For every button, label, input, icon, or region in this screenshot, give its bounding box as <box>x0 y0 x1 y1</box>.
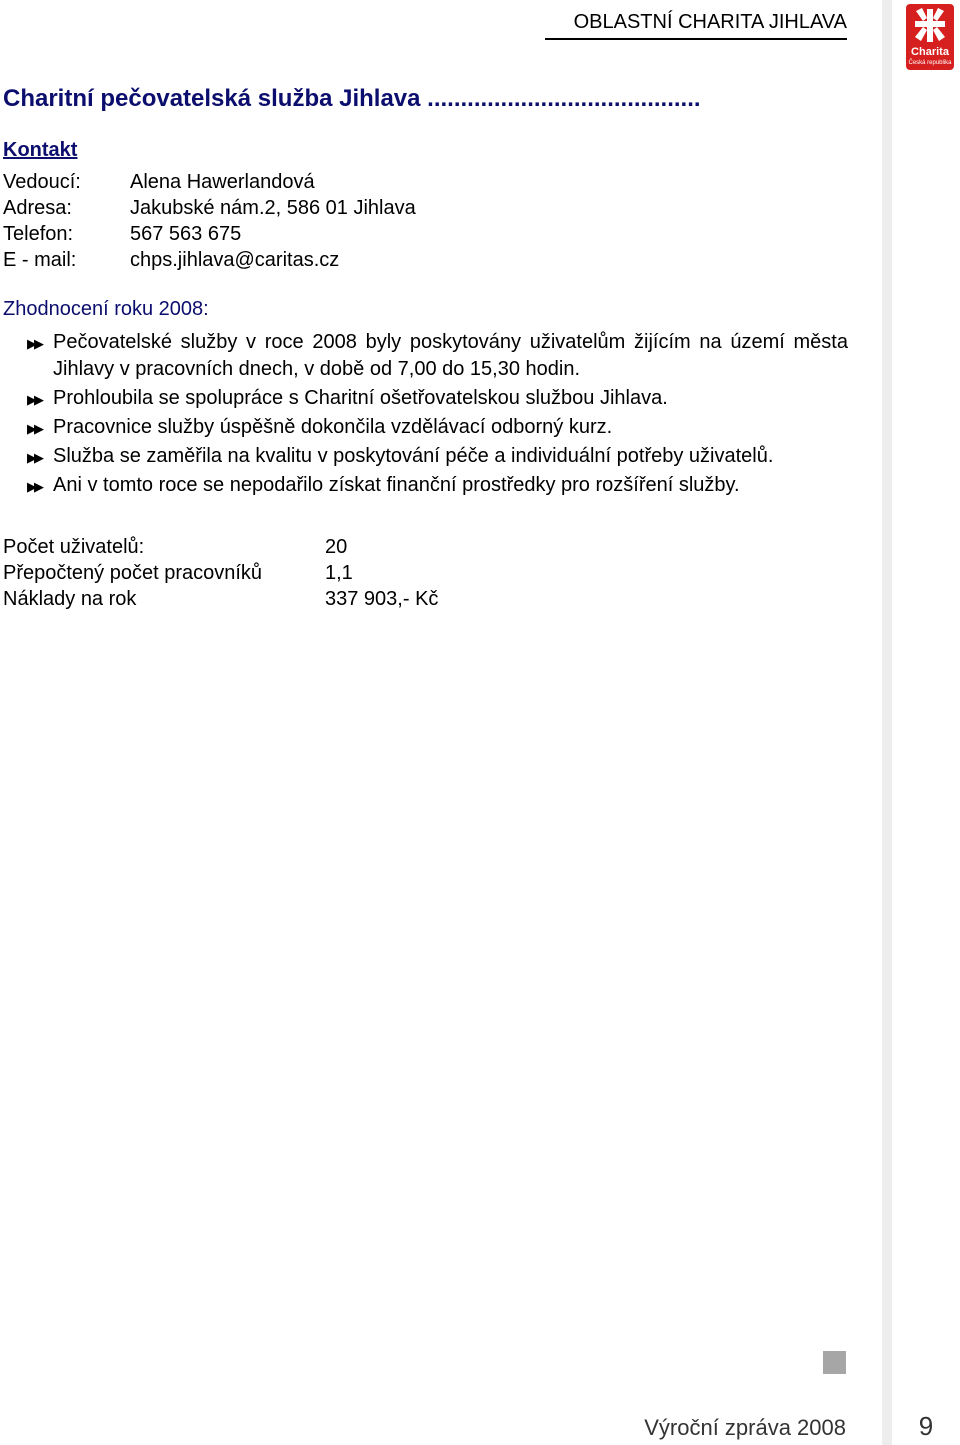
charita-logo <box>906 4 954 70</box>
contact-label: Adresa: <box>3 197 72 219</box>
contact-value: Alena Hawerlandová <box>130 171 315 193</box>
side-strip <box>882 0 892 1445</box>
stat-label: Počet uživatelů: <box>3 536 145 558</box>
contact-label: E - mail: <box>3 249 77 271</box>
list-item-text: Ani v tomto roce se nepodařilo získat finanční prostředky pro rozšíření služby. <box>53 474 740 496</box>
stat-value: 337 903,- Kč <box>325 588 439 610</box>
stat-workers <box>3 560 353 586</box>
email-link[interactable]: chps.jihlava@caritas.cz <box>130 249 340 271</box>
contact-row-manager <box>3 169 315 195</box>
contact-row-phone <box>3 221 241 247</box>
organization-header: OBLASTNÍ CHARITA JIHLAVA <box>545 10 847 40</box>
contact-row-email <box>3 247 339 273</box>
list-item <box>3 329 848 383</box>
contact-label: Vedoucí: <box>3 171 81 193</box>
logo-subtitle: Česká republika <box>908 60 952 66</box>
contact-row-address <box>3 195 416 221</box>
stat-value: 1,1 <box>325 562 353 584</box>
contact-value: 567 563 675 <box>130 223 242 245</box>
contact-heading: Kontakt <box>3 139 78 161</box>
list-item-text: Služba se zaměřila na kvalitu v poskytování péče a individuální potřeby uživatelů. <box>53 445 774 467</box>
double-arrow-icon: ▶▶ <box>27 479 41 494</box>
double-arrow-icon: ▶▶ <box>27 421 41 436</box>
logo-name: Charita <box>911 46 949 58</box>
page-number: 9 <box>918 1411 934 1441</box>
stat-label: Přepočtený počet pracovníků <box>3 562 263 584</box>
list-item <box>3 385 848 412</box>
list-item <box>3 414 848 441</box>
stat-users <box>3 534 347 560</box>
list-item <box>3 443 848 470</box>
footer-report-title: Výroční zpráva 2008 <box>644 1415 846 1440</box>
list-item-text: Pracovnice služby úspěšně dokončila vzdělávací odborný kurz. <box>53 416 613 438</box>
evaluation-heading: Zhodnocení roku 2008: <box>3 298 209 320</box>
stat-value: 20 <box>325 536 348 558</box>
double-arrow-icon: ▶▶ <box>27 450 41 465</box>
contact-value: Jakubské nám.2, 586 01 Jihlava <box>130 197 416 219</box>
stat-label: Náklady na rok <box>3 588 137 610</box>
double-arrow-icon: ▶▶ <box>27 392 41 407</box>
double-arrow-icon: ▶▶ <box>27 336 41 351</box>
list-item-text: Pečovatelské služby v roce 2008 byly poskytovány uživatelům žijícím na území města Jihlavy v pracovních dnech, v době od 7,00 do 15,30 hodin. <box>53 331 848 380</box>
evaluation-list <box>3 329 848 501</box>
contact-label: Telefon: <box>3 223 74 245</box>
list-item-text: Prohloubila se spolupráce s Charitní ošetřovatelskou službou Jihlava. <box>53 387 668 409</box>
page-title: Charitní pečovatelská služba Jihlava ......................................... <box>3 85 701 112</box>
list-item <box>3 472 848 499</box>
charita-cross-icon <box>906 4 954 46</box>
stat-costs <box>3 586 438 612</box>
decorative-square <box>823 1351 846 1374</box>
